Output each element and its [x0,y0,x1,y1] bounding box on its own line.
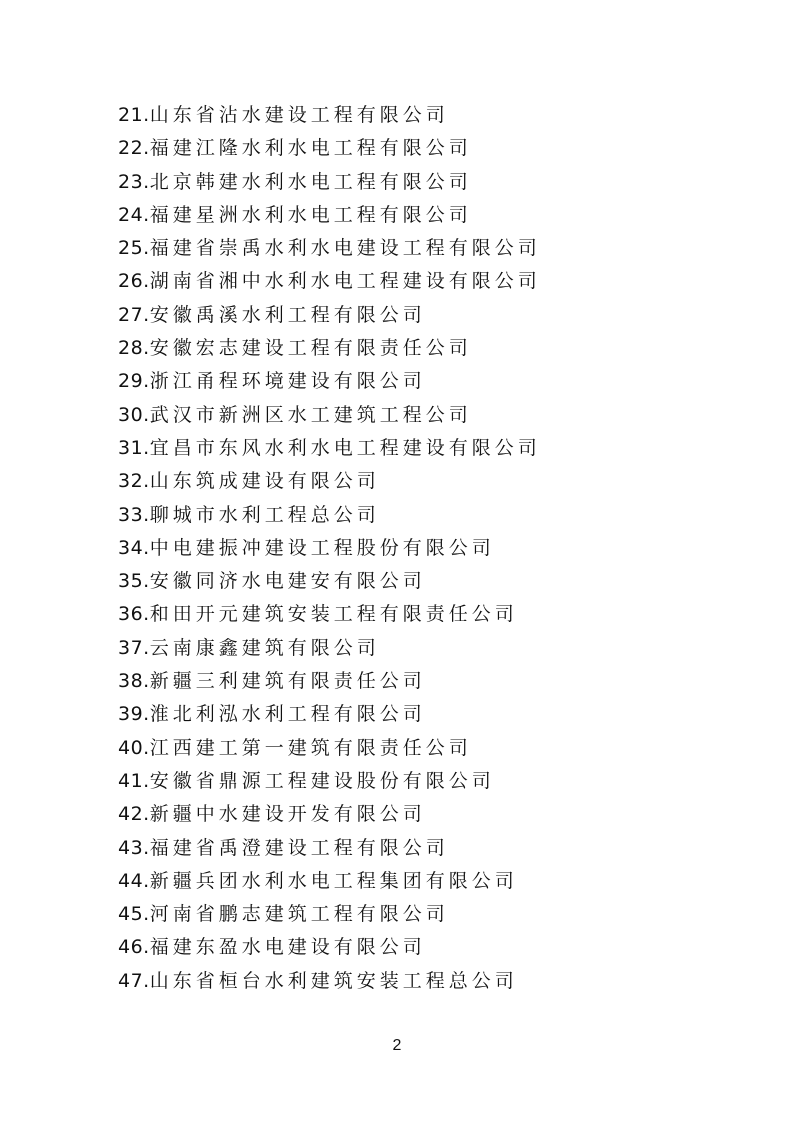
company-name: 山东筑成建设有限公司 [149,470,380,493]
list-item [118,332,718,365]
item-number: 42. [118,803,150,826]
item-number: 36. [118,603,150,626]
list-item [118,465,718,498]
item-number: 32. [118,470,150,493]
company-name: 安徽禹溪水利工程有限公司 [149,303,426,326]
company-name: 山东省沾水建设工程有限公司 [149,104,449,126]
item-number: 30. [118,403,150,426]
company-name: 中电建振冲建设工程股份有限公司 [149,536,495,559]
list-item [118,132,718,165]
item-number: 25. [118,237,150,260]
company-name: 聊城市水利工程总公司 [149,503,380,526]
item-number: 24. [118,203,150,226]
item-number: 34. [118,536,150,559]
list-item [118,965,718,998]
item-number: 22. [118,137,150,160]
company-name: 武汉市新洲区水工建筑工程公司 [149,403,472,426]
company-name: 北京韩建水利水电工程有限公司 [149,170,472,193]
list-item [118,865,718,898]
list-item [118,931,718,964]
company-name: 浙江甬程环境建设有限公司 [149,370,426,393]
list-item [118,532,718,565]
list-item [118,265,718,298]
company-name: 和田开元建筑安装工程有限责任公司 [149,603,518,626]
list-item [118,299,718,332]
company-name: 湖南省湘中水利水电工程建设有限公司 [149,270,541,293]
list-item [118,898,718,931]
list-item [118,166,718,199]
item-number: 47. [118,969,150,992]
list-item [118,365,718,398]
item-number: 43. [118,836,150,859]
item-number: 41. [118,769,150,792]
company-name: 江西建工第一建筑有限责任公司 [149,736,472,759]
item-number: 26. [118,270,150,293]
list-item [118,232,718,265]
company-name: 安徽同济水电建安有限公司 [149,570,426,593]
item-number: 38. [118,670,150,693]
item-number: 23. [118,170,150,193]
item-number: 45. [118,903,150,926]
company-name: 河南省鹏志建筑工程有限公司 [149,903,449,926]
list-item [118,632,718,665]
page-number: 2 [392,1037,402,1054]
company-list [118,99,718,998]
item-number: 39. [118,703,150,726]
item-number: 31. [118,436,150,459]
item-number: 40. [118,736,150,759]
company-name: 宜昌市东风水利水电工程建设有限公司 [149,436,541,459]
item-number: 21. [118,104,150,126]
company-name: 新疆中水建设开发有限公司 [149,803,426,826]
company-name: 福建江隆水利水电工程有限公司 [149,137,472,160]
item-number: 44. [118,869,150,892]
company-name: 福建省禹澄建设工程有限公司 [149,836,449,859]
list-item [118,499,718,532]
list-item [118,765,718,798]
item-number: 37. [118,636,150,659]
company-name: 安徽省鼎源工程建设股份有限公司 [149,769,495,792]
list-item [118,99,718,132]
list-item [118,732,718,765]
item-number: 29. [118,370,150,393]
item-number: 28. [118,337,150,360]
list-item [118,698,718,731]
company-name: 新疆三利建筑有限责任公司 [149,670,426,693]
company-name: 福建省崇禹水利水电建设工程有限公司 [149,237,541,260]
list-item [118,565,718,598]
item-number: 27. [118,303,150,326]
list-item [118,832,718,865]
item-number: 46. [118,936,150,959]
list-item [118,598,718,631]
company-name: 淮北利泓水利工程有限公司 [149,703,426,726]
company-name: 山东省桓台水利建筑安装工程总公司 [149,969,518,992]
list-item [118,665,718,698]
company-name: 福建星洲水利水电工程有限公司 [149,203,472,226]
item-number: 35. [118,570,150,593]
company-name: 新疆兵团水利水电工程集团有限公司 [149,869,518,892]
list-item [118,399,718,432]
company-name: 福建东盈水电建设有限公司 [149,936,426,959]
item-number: 33. [118,503,150,526]
list-item [118,798,718,831]
company-name: 安徽宏志建设工程有限责任公司 [149,337,472,360]
company-name: 云南康鑫建筑有限公司 [149,636,380,659]
list-item [118,199,718,232]
list-item [118,432,718,465]
